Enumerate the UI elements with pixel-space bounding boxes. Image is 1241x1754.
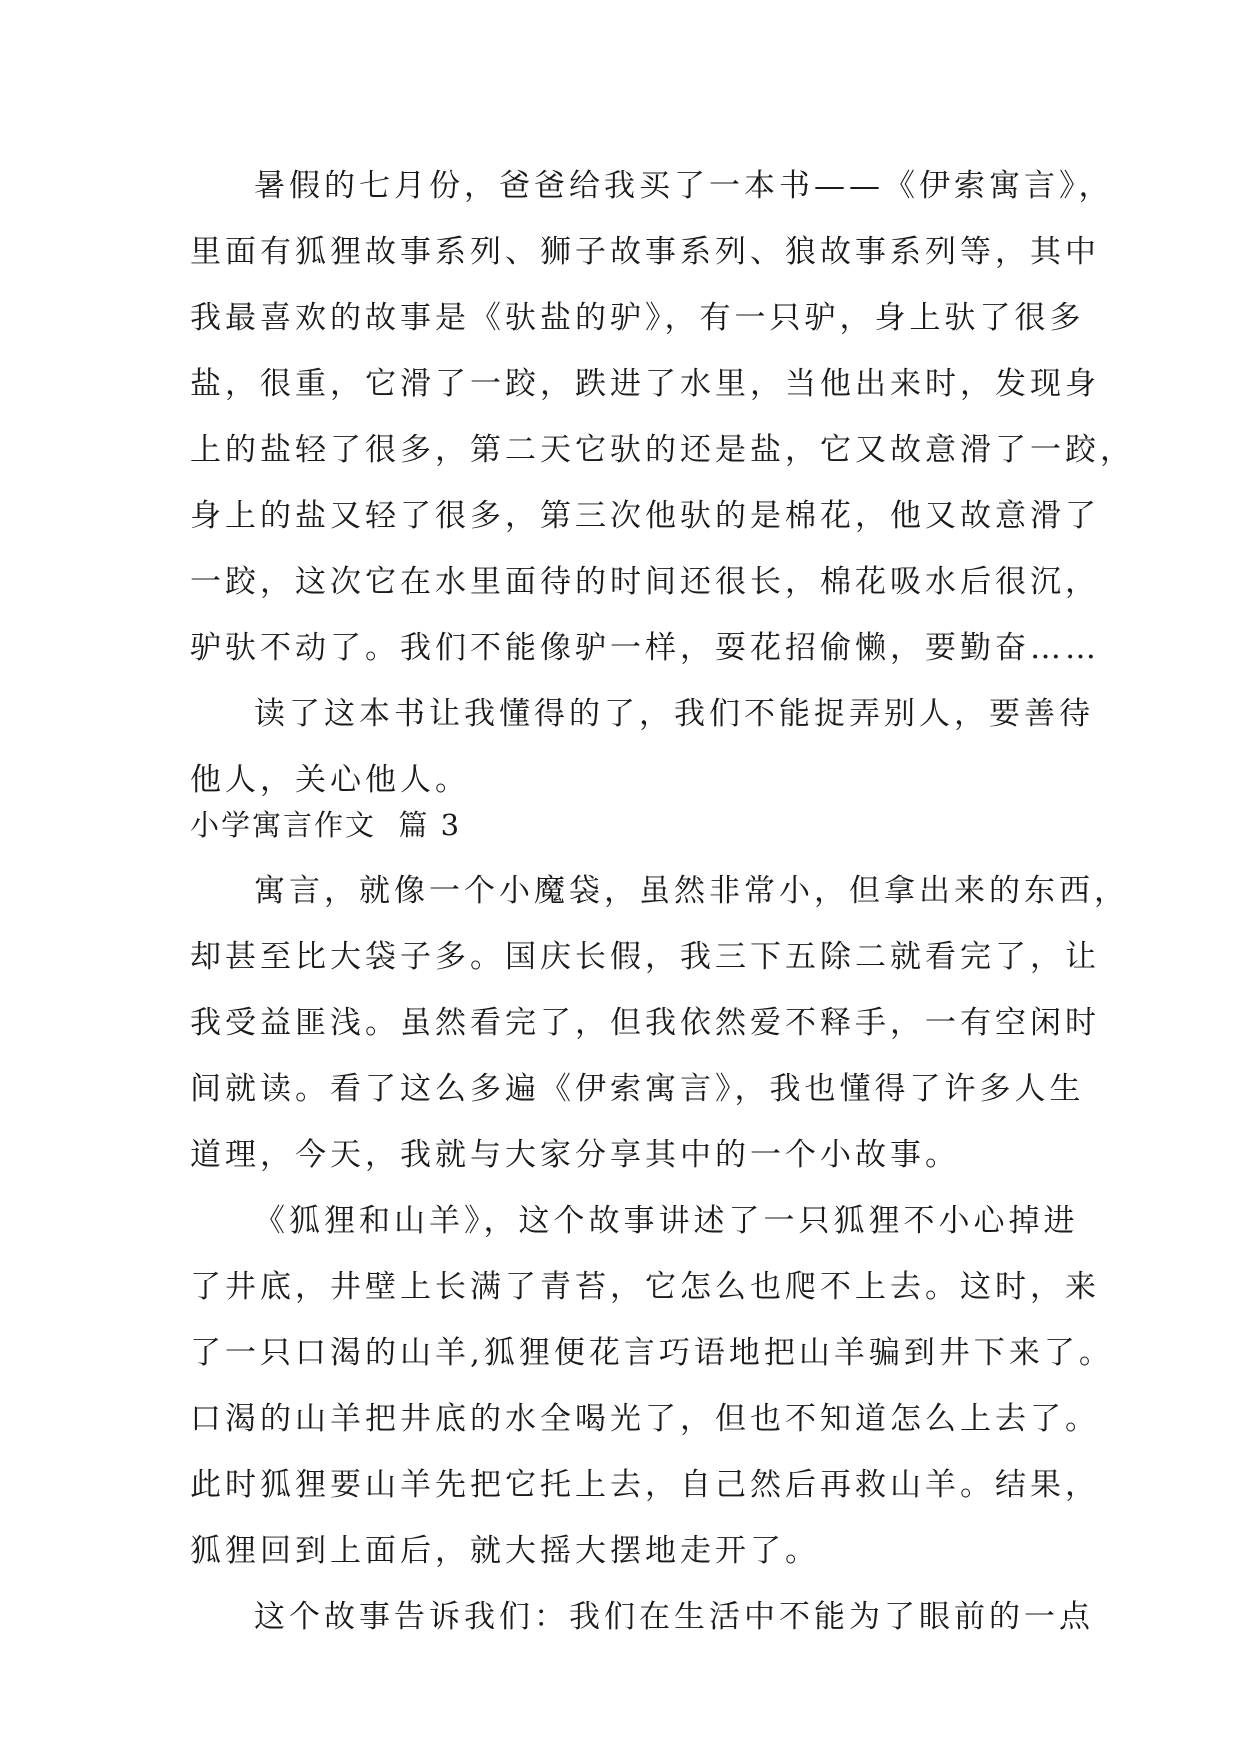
text-line: 身上的盐又轻了很多，第三次他驮的是棉花，他又故意滑了	[190, 498, 1100, 534]
text-line: 口渴的山羊把井底的水全喝光了，但也不知道怎么上去了。	[190, 1401, 1100, 1437]
paragraph-moral	[190, 1584, 1094, 1650]
text-line: 《狐狸和山羊》，这个故事讲述了一只狐狸不小心掉进	[254, 1203, 1079, 1239]
text-line: 驴驮不动了。我们不能像驴一样，耍花招偷懒，要勤奋……	[190, 630, 1100, 666]
text-line: 暑假的七月份，爸爸给我买了一本书——《伊索寓言》，	[254, 168, 1114, 204]
text-line: 了井底，井壁上长满了青苔，它怎么也爬不上去。这时，来	[190, 1269, 1100, 1305]
text-line: 道理，今天，我就与大家分享其中的一个小故事。	[190, 1137, 960, 1173]
text-line: 一跤，这次它在水里面待的时间还很长，棉花吸水后很沉，	[190, 564, 1100, 600]
text-line: 此时狐狸要山羊先把它托上去，自己然后再救山羊。结果，	[190, 1467, 1100, 1503]
text-line: 盐，很重，它滑了一跤，跌进了水里，当他出来时，发现身	[190, 366, 1100, 402]
text-line: 他人，关心他人。	[190, 762, 470, 798]
text-line: 了一只口渴的山羊,狐狸便花言巧语地把山羊骗到井下来了。	[190, 1335, 1114, 1371]
text-line: 我受益匪浅。虽然看完了，但我依然爱不释手，一有空闲时	[190, 1005, 1100, 1041]
paragraph-donkey-story	[190, 153, 1135, 681]
section-heading: 小学寓言作文 篇 3	[190, 808, 462, 842]
text-line: 我最喜欢的故事是《驮盐的驴》，有一只驴，身上驮了很多	[190, 300, 1085, 336]
paragraph-fable-intro	[190, 858, 1129, 1188]
text-line: 间就读。看了这么多遍《伊索寓言》，我也懂得了许多人生	[190, 1071, 1085, 1107]
text-line: 寓言，就像一个小魔袋，虽然非常小，但拿出来的东西，	[254, 873, 1129, 909]
text-line: 上的盐轻了很多，第二天它驮的还是盐，它又故意滑了一跤，	[190, 432, 1135, 468]
text-line: 读了这本书让我懂得的了，我们不能捉弄别人，要善待	[254, 696, 1094, 732]
paragraph-fox-and-goat	[190, 1188, 1114, 1584]
text-line: 狐狸回到上面后，就大摇大摆地走开了。	[190, 1533, 820, 1569]
text-line: 却甚至比大袋子多。国庆长假，我三下五除二就看完了，让	[190, 939, 1100, 975]
text-line: 这个故事告诉我们：我们在生活中不能为了眼前的一点	[254, 1599, 1094, 1635]
text-line: 里面有狐狸故事系列、狮子故事系列、狼故事系列等，其中	[190, 234, 1100, 270]
